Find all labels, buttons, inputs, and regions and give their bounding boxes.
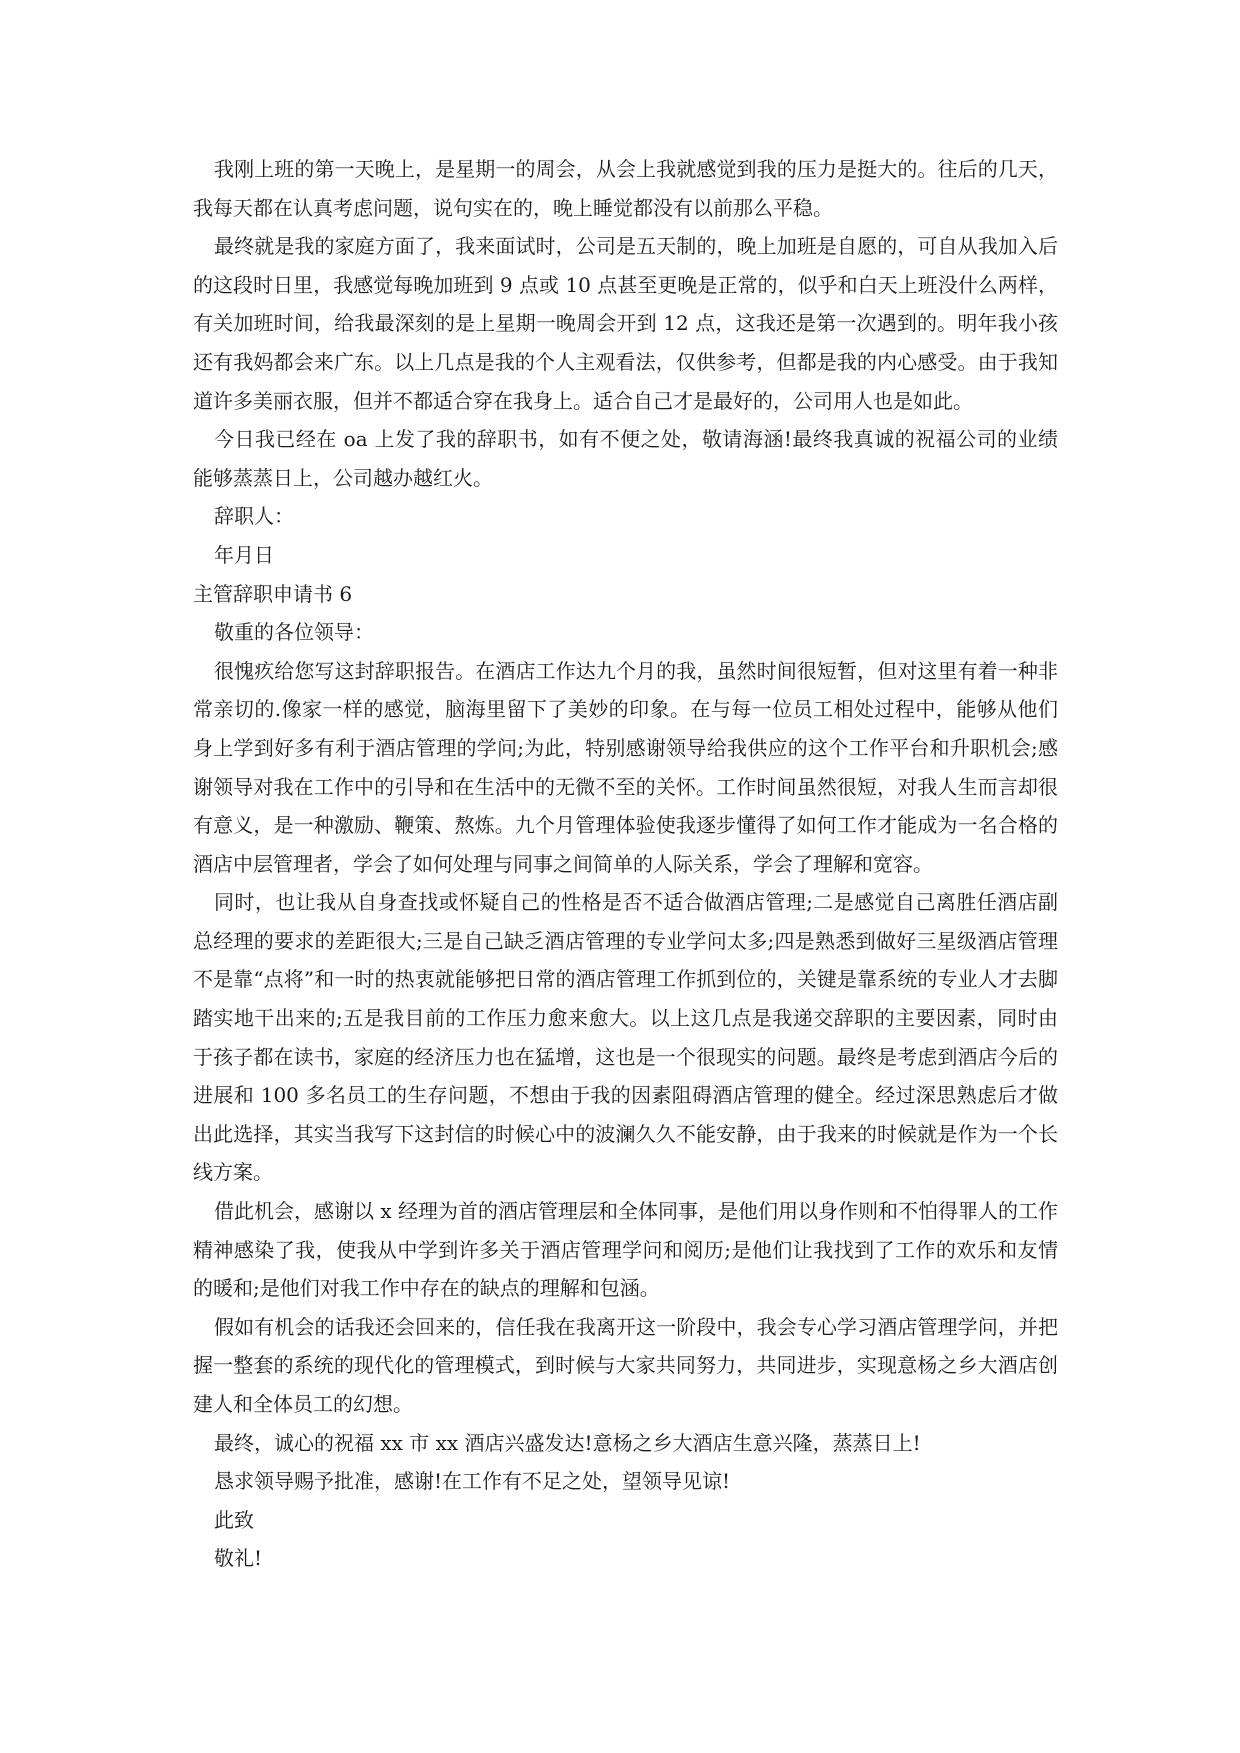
paragraph-apology-gratitude: 很愧疚给您写这封辞职报告。在酒店工作达九个月的我，虽然时间很短暂，但对这里有着一种非常亲切的.像家一样的感觉，脑海里留下了美妙的印象。在与每一位员工相处过程中，能够从他们身上学到好多有利于酒店管理的学问;为此，特别感谢领导给我供应的这个工作平台和升职机会;感谢领导对我在工作中的引导和在生活中的无微不至的关怀。工作时间虽然很短，对我人生而言却很有意义，是一种激励、鞭策、熬炼。九个月管理体验使我逐步懂得了如何工作才能成为一名合格的酒店中层管理者，学会了如何处理与同事之间简单的人际关系，学会了理解和宽容。 xyxy=(193,658,1058,876)
section-title: 主管辞职申请书 6 xyxy=(193,581,353,606)
paragraph-reasons: 同时，也让我从自身查找或怀疑自己的性格是否不适合做酒店管理;二是感觉自己离胜任酒店副总经理的要求的差距很大;三是自己缺乏酒店管理的专业学问太多;四是熟悉到做好三星级酒店管理不是靠“点将”和一时的热衷就能够把日常的酒店管理工作抓到位的，关键是靠系统的专业人才去脚踏实地干出来的;五是我目前的工作压力愈来愈大。以上这几点是我递交辞职的主要因素，同时由于孩子都在读书，家庭的经济压力也在猛增，这也是一个很现实的问题。最终是考虑到酒店今后的进展和 100 多名员工的生存问题，不想由于我的因素阻碍酒店管理的健全。经过深思熟虑后才做出此选择，其实当我写下这封信的时候心中的波澜久久不能安静，由于我来的时候就是作为一个长线方案。 xyxy=(193,890,1058,1185)
closing-line-2: 敬礼! xyxy=(214,1546,263,1571)
paragraph-future-return: 假如有机会的话我还会回来的，信任我在我离开这一阶段中，我会专心学习酒店管理学问，并把握一整套的系统的现代化的管理模式，到时候与大家共同努力，共同进步，实现意杨之乡大酒店创建人和全体员工的幻想。 xyxy=(193,1314,1058,1416)
document-page xyxy=(193,150,1058,1578)
signer-label: 辞职人： xyxy=(214,504,294,529)
paragraph-request-approval: 恳求领导赐予批准，感谢!在工作有不足之处，望领导见谅! xyxy=(214,1469,731,1494)
paragraph-family-overtime: 最终就是我的家庭方面了，我来面试时，公司是五天制的，晚上加班是自愿的，可自从我加入后的这段时日里，我感觉每晚加班到 9 点或 10 点甚至更晚是正常的，似乎和白天上班没什么两样，有关加班时间，给我最深刻的是上星期一晚周会开到 12 点，这我还是第一次遇到的。明年我小孩还有我妈都会来广东。以上几点是我的个人主观看法，仅供参考，但都是我的内心感受。由于我知道许多美丽衣服，但并不都适合穿在我身上。适合自己才是最好的，公司用人也是如此。 xyxy=(193,234,1058,413)
date-label: 年月日 xyxy=(214,542,274,567)
paragraph-thanks-colleagues: 借此机会，感谢以 x 经理为首的酒店管理层和全体同事，是他们用以身作则和不怕得罪人的工作精神感染了我，使我从中学到许多关于酒店管理学问和阅历;是他们让我找到了工作的欢乐和友情的暖和;是他们对我工作中存在的缺点的理解和包涵。 xyxy=(193,1199,1058,1301)
paragraph-first-shift-pressure: 我刚上班的第一天晚上，是星期一的周会，从会上我就感觉到我的压力是挺大的。往后的几天，我每天都在认真考虑问题，说句实在的，晚上睡觉都没有以前那么平稳。 xyxy=(193,157,1058,220)
closing-line-1: 此致 xyxy=(214,1507,254,1532)
paragraph-blessing: 最终，诚心的祝福 xx 市 xx 酒店兴盛发达!意杨之乡大酒店生意兴隆，蒸蒸日上! xyxy=(214,1430,921,1455)
paragraph-resignation-submitted: 今日我已经在 oa 上发了我的辞职书，如有不便之处，敬请海涵!最终我真诚的祝福公司的业绩能够蒸蒸日上，公司越办越红火。 xyxy=(193,427,1058,490)
salutation: 敬重的各位领导： xyxy=(214,620,374,645)
